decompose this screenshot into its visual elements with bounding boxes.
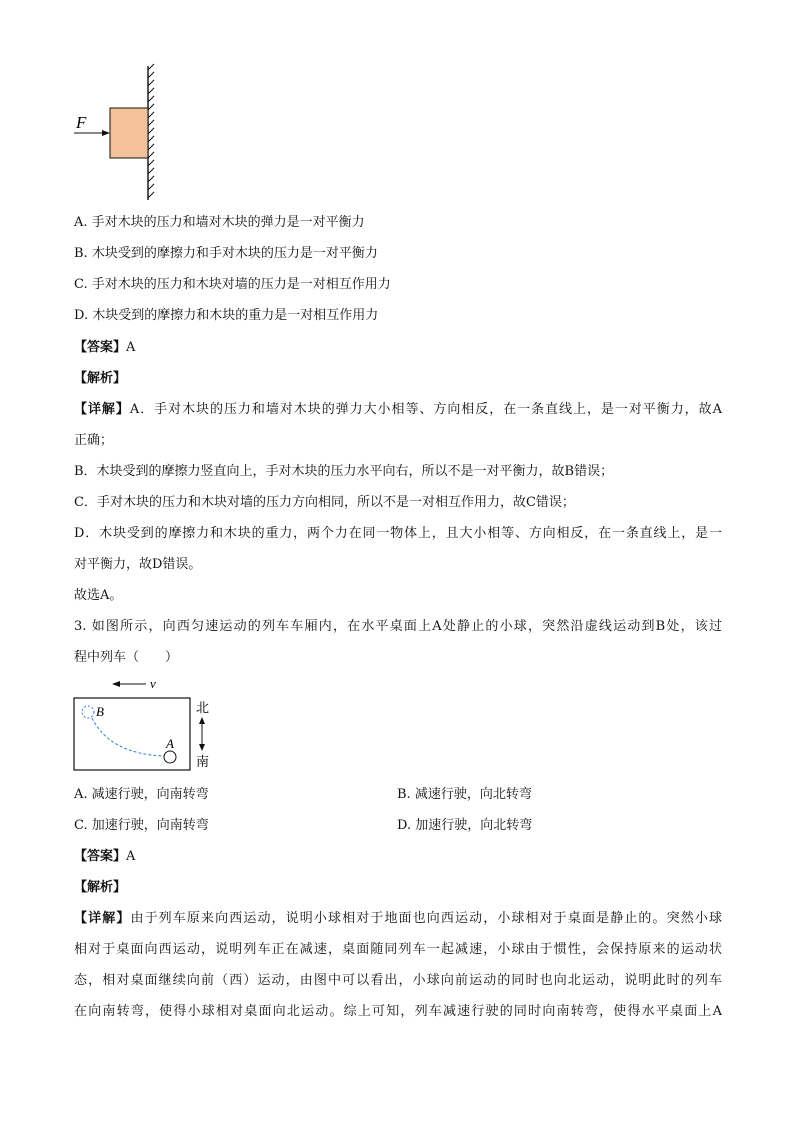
detail-tag: 【详解】 <box>74 402 130 417</box>
q3-detail-line-3: 态，相对桌面继续向前（西）运动，由图中可以看出，小球向前运动的同时也向北运动，说明此时的列车 <box>74 973 722 988</box>
q2-detail-line-6: 对平衡力，故D错误。 <box>74 557 202 572</box>
q3-detail-line-4: 在向南转弯，使得小球相对桌面向北运动。综上可知，列车减速行驶的同时向南转弯，使得水平桌面上A <box>74 1004 722 1019</box>
north-label: 北 <box>196 701 210 716</box>
q2-answer <box>74 338 135 358</box>
train-carriage-figure <box>70 674 220 774</box>
q2-option-b: B. 木块受到的摩擦力和手对木块的压力是一对平衡力 <box>74 246 378 261</box>
q2-conclusion: 故选A。 <box>74 588 123 603</box>
ball-trajectory <box>92 718 164 756</box>
q2-detail-line-3: B．木块受到的摩擦力竖直向上，手对木块的压力水平向右，所以不是一对平衡力，故B错误； <box>74 464 614 479</box>
q3-option-d: D. 加速行驶，向北转弯 <box>397 818 533 833</box>
answer-value: A <box>126 340 136 355</box>
q3-analysis-tag: 【解析】 <box>74 880 127 895</box>
q3-stem-line-2: 程中列车（ ） <box>74 650 179 665</box>
q3-option-b: B. 减速行驶，向北转弯 <box>397 787 532 802</box>
q3-option-c: C. 加速行驶，向南转弯 <box>74 818 209 833</box>
ball-b-dashed <box>82 706 94 718</box>
wooden-block <box>110 108 148 158</box>
q3-option-a: A. 减速行驶，向南转弯 <box>74 787 209 802</box>
q3-detail-line-1: 【详解】由于列车原来向西运动，说明小球相对于地面也向西运动，小球相对于桌面是静止的。突然小球 <box>74 911 722 926</box>
q3-stem-line-1: 3. 如图所示，向西匀速运动的列车车厢内，在水平桌面上A处静止的小球，突然沿虚线运动到B处，该过 <box>74 619 722 634</box>
answer-tag: 【答案】 <box>74 340 127 355</box>
answer-value: A <box>126 849 136 864</box>
detail-tag: 【详解】 <box>74 911 131 926</box>
q2-option-d: D. 木块受到的摩擦力和木块的重力是一对相互作用力 <box>74 308 379 323</box>
q2-detail-line-1: 【详解】A．手对木块的压力和墙对木块的弹力大小相等、方向相反，在一条直线上，是一对平衡力，故A <box>74 402 722 417</box>
q3-detail-line-2: 相对于桌面向西运动，说明列车正在减速，桌面随同列车一起减速，小球由于惯性，会保持原来的运动状 <box>74 942 722 957</box>
q2-option-a: A. 手对木块的压力和墙对木块的弹力是一对平衡力 <box>74 215 365 230</box>
q2-detail-line-5: D．木块受到的摩擦力和木块的重力，两个力在同一物体上，且大小相等、方向相反，在一条直线上，是一 <box>74 526 722 541</box>
wall-block-figure <box>70 62 170 207</box>
answer-tag: 【答案】 <box>74 849 127 864</box>
q2-detail-line-2: 正确； <box>74 433 114 448</box>
table-outline <box>74 698 190 770</box>
q2-detail-line-4: C．手对木块的压力和木块对墙的压力方向相同，所以不是一对相互作用力，故C错误； <box>74 495 575 510</box>
point-a-label: A <box>166 736 174 751</box>
ball-a <box>164 751 176 763</box>
q2-option-c: C. 手对木块的压力和木块对墙的压力是一对相互作用力 <box>74 277 391 292</box>
q2-analysis-tag: 【解析】 <box>74 371 127 386</box>
force-label: F <box>76 113 87 132</box>
q3-answer <box>74 847 135 867</box>
velocity-label: v <box>150 676 156 691</box>
point-b-label: B <box>96 704 104 719</box>
south-label: 南 <box>196 755 210 770</box>
